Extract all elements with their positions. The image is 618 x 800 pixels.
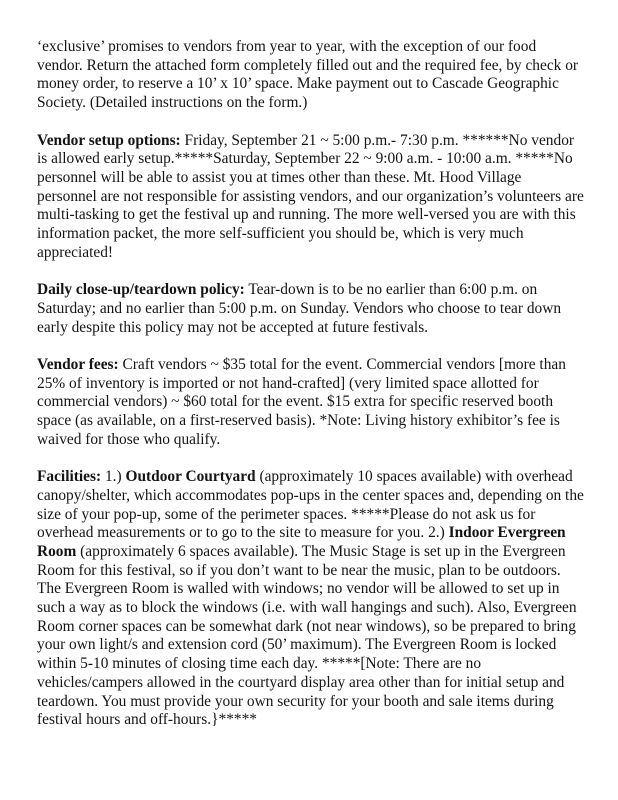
paragraph-teardown-policy [37,281,585,337]
teardown-policy-text: Tear-down is to be no earlier than 6:00 p.m. on Saturday; and no earlier than 5:00 p.m. on Sunday. Vendors who choose to tear down early despite this policy may not be accepted at future festivals. [37,281,562,336]
document-page [37,38,585,730]
facilities-heading: Facilities: [37,468,102,486]
facilities-item-1-number: 1.) [101,468,126,486]
paragraph-facilities [37,468,585,730]
facilities-indoor-evergreen-room-label: Indoor Evergreen Room [37,524,566,560]
intro-text: ‘exclusive’ promises to vendors from year to year, with the exception of our food vendor. Return the attached form completely filled out and the required fee, by check or money order, to reserve a 10’ x 10’ space. Make payment out to Cascade Geographic Society. (Detailed instructions on the form.) [37,38,579,112]
paragraph-intro [37,38,585,113]
facilities-outdoor-courtyard-label: Outdoor Courtyard [125,468,256,486]
facilities-outdoor-courtyard-text: (approximately 10 spaces available) with overhead canopy/shelter, which accommodates pop-ups in the center spaces and, depending on the size of your pop-up, some of the perimeter spaces. *****Please do not ask us for overhead measurements or to go to the site to measure for you. 2.) [37,468,584,542]
vendor-fees-text: Craft vendors ~ $35 total for the event. Commercial vendors [more than 25% of inventory is imported or not hand-crafted] (very limited space allotted for commercial vendors) ~ $60 total for the event. $15 extra for specific reserved booth space (as available, on a first-reserved basis). *Note: Living history exhibitor’s fee is waived for those who qualify. [37,355,566,448]
teardown-policy-heading: Daily close-up/teardown policy: [37,281,245,299]
vendor-setup-text: Friday, September 21 ~ 5:00 p.m.- 7:30 p.m. ******No vendor is allowed early setup.*****Saturday, September 22 ~ 9:00 a.m. - 10:00 a.m. *****No personnel will be able to assist you at times other than these. Mt. Hood Village personnel are not responsible for assisting vendors, and our organization’s volunteers are multi-tasking to get the festival up and running. The more well-versed you are with this information packet, the more self-sufficient you should be, which is very much appreciated! [37,131,584,261]
paragraph-vendor-setup [37,132,585,263]
vendor-fees-heading: Vendor fees: [37,355,119,373]
vendor-setup-heading: Vendor setup options: [37,131,181,149]
facilities-indoor-evergreen-room-text: (approximately 6 spaces available). The Music Stage is set up in the Evergreen Room for this festival, so if you don’t want to be near the music, plan to be outdoors. The Evergreen Room is walled with windows; no vendor will be allowed to set up in such a way as to block the windows (i.e. with wall hangings and such). Also, Evergreen Room corner spaces can be somewhat dark (not near windows), so be prepared to bring your own light/s and extension cord (50’ maximum). The Evergreen Room is locked within 5-10 minutes of closing time each day. *****[Note: There are no vehicles/campers allowed in the courtyard display area other than for initial setup and teardown. You must provide your own security for your booth and sale items during festival hours and off-hours.}***** [37,542,577,729]
paragraph-vendor-fees [37,356,585,450]
